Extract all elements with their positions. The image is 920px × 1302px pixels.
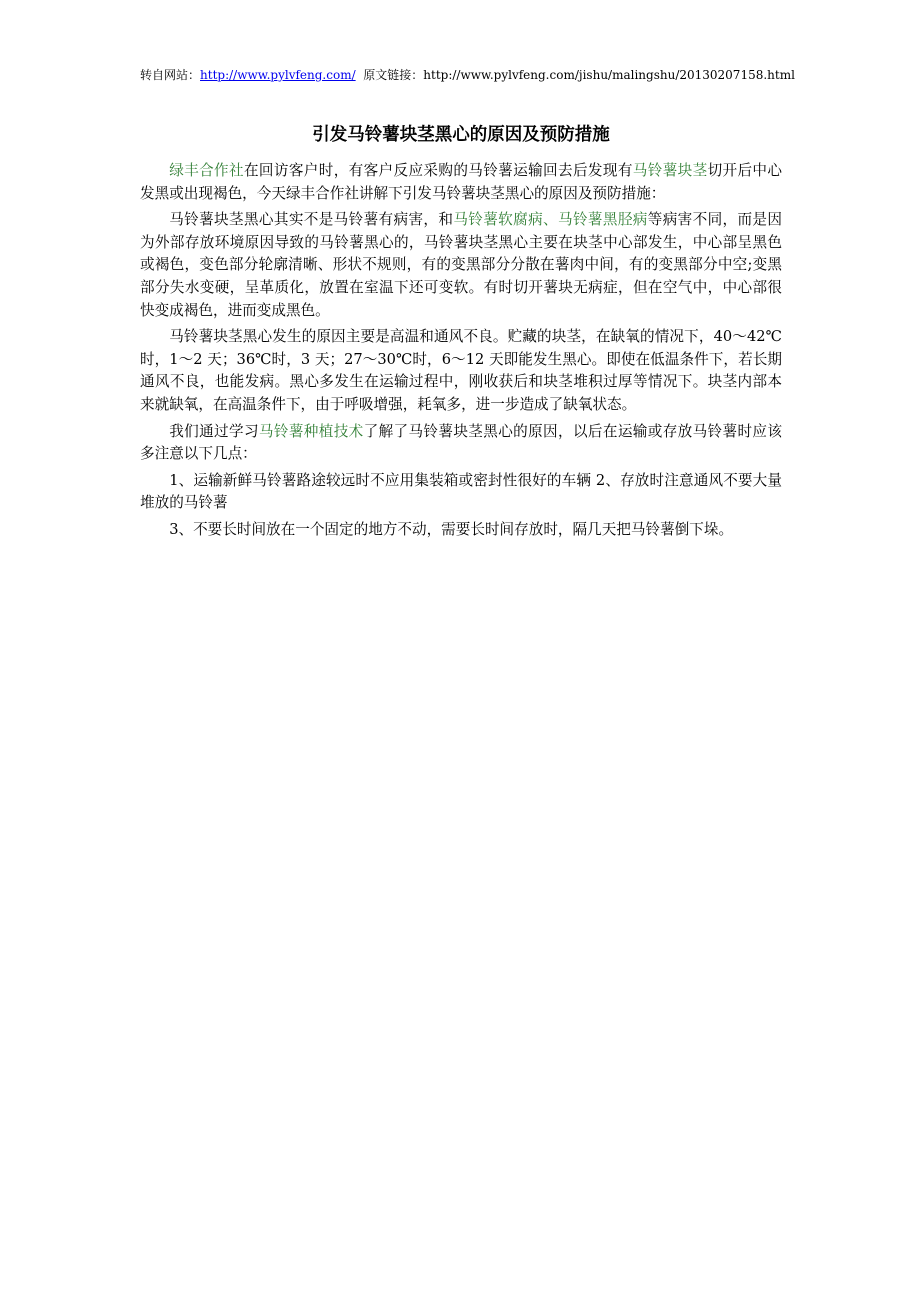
blackleg-link[interactable]: 马铃薯黑胫病 [558, 211, 648, 229]
cooperative-link[interactable]: 绿丰合作社 [169, 162, 244, 179]
paragraph-2 [140, 209, 782, 322]
soft-rot-link[interactable]: 马铃薯软腐病 [453, 211, 544, 229]
planting-technique-link[interactable]: 马铃薯种植技术 [258, 422, 364, 440]
site-url-link[interactable]: http://www.pylvfeng.com/ [200, 68, 356, 82]
paragraph-3: 马铃薯块茎黑心发生的原因主要是高温和通风不良。贮藏的块茎，在缺氧的情况下，40～42℃时，1～2 天；36℃时，3 天；27～30℃时，6～12 天即能发生黑心。即使在低温条件下，若长期通风不良，也能发病。黑心多发生在运输过程中，刚收获后和块茎堆积过厚等情况下。块茎内部本来就缺氧，在高温条件下，由于呼吸增强，耗氧多，进一步造成了缺氧状态。 [140, 328, 782, 413]
paragraph-text: 我们通过学习 [169, 422, 259, 440]
source-prefix: 转自网站： [140, 68, 201, 82]
paragraph-text: 了解了马铃薯块茎黑心的原因，以后在运输或存放马铃薯时应该多注意以下几点： [140, 422, 782, 463]
paragraph-5: 1、运输新鲜马铃薯路途较远时不应用集装箱或密封性很好的车辆 2、存放时注意通风不要大量堆放的马铃薯 [140, 471, 782, 512]
link-separator: 、 [543, 211, 559, 229]
paragraph-4 [140, 421, 782, 466]
paragraph-text: 切开后中心发黑或出现褐色，今天绿丰合作社讲解下引发马铃薯块茎黑心的原因及预防措施： [140, 162, 782, 202]
paragraph-text: 马铃薯块茎黑心其实不是马铃薯有病害，和 [169, 211, 454, 229]
paragraph-text: 在回访客户时，有客户反应采购的马铃薯运输回去后发现有 [243, 162, 633, 179]
potato-tuber-link[interactable]: 马铃薯块茎 [632, 162, 708, 179]
paragraph-1 [140, 160, 782, 205]
source-link-label: 原文链接： [355, 68, 424, 82]
paragraph-6: 3、不要长时间放在一个固定的地方不动，需要长时间存放时，隔几天把马铃薯倒下垛。 [169, 520, 734, 538]
source-line [140, 66, 800, 84]
page-title: 引发马铃薯块茎黑心的原因及预防措施 [312, 125, 610, 145]
article-body [140, 160, 782, 546]
paragraph-text: 等病害不同，而是因为外部存放环境原因导致的马铃薯黑心的，马铃薯块茎黑心主要在块茎中心部发生，中心部呈黑色或褐色，变色部分轮廓清晰、形状不规则，有的变黑部分分散在薯肉中间，有的变黑部分中空;变黑部分失水变硬，呈革质化，放置在室温下还可变软。有时切开薯块无病症，但在空气中，中心部很快变成褐色，进而变成黑色。 [140, 211, 782, 319]
article-url: http://www.pylvfeng.com/jishu/malingshu/20130207158.html [423, 68, 795, 82]
